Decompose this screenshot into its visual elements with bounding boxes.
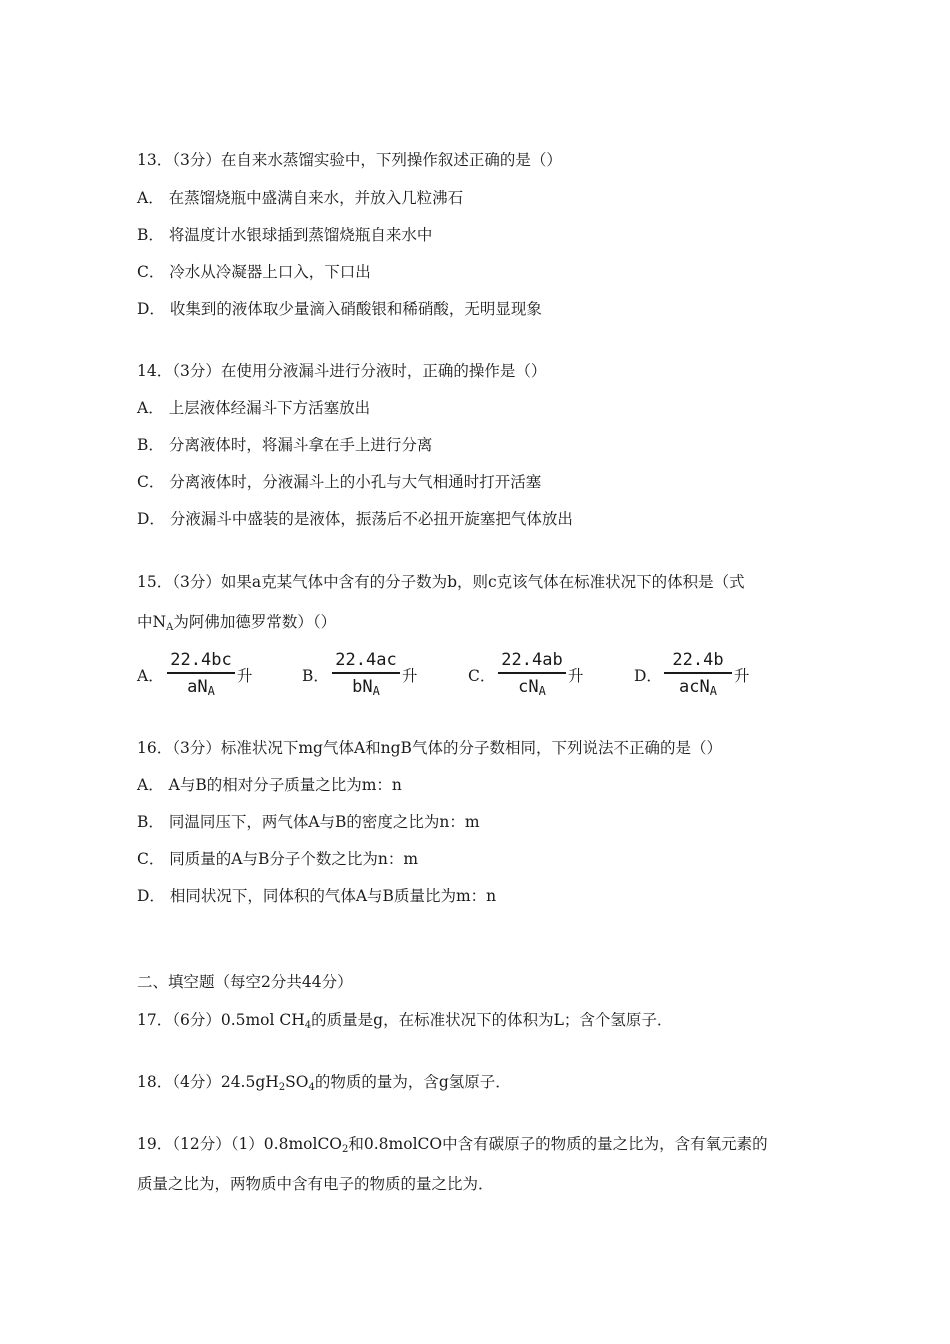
- q16-option-d: D． 相同状况下，同体积的气体A与B质量比为m：n: [137, 887, 497, 905]
- q15-choices: A． 22.4bc $aN_A$ 升 B． 22.4ac $bN_A$ 升 C． 22.4ab $cN_A$ 升 D． 22.4b acN$_A$ 升: [137, 650, 837, 700]
- fraction: 22.4ac $bN_A$: [330, 650, 402, 702]
- q14-stem: 14．（3分）在使用分液漏斗进行分液时，正确的操作是（）: [137, 362, 547, 380]
- q15-stem-line1: 15．（3分）如果a克某气体中含有的分子数为b，则c克该气体在标准状况下的体积是（式: [137, 573, 745, 591]
- q16-stem: 16．（3分）标准状况下mg气体A和ngB气体的分子数相同，下列说法不正确的是（）: [137, 739, 722, 757]
- fraction: 22.4bc $aN_A$: [165, 650, 237, 702]
- q16-option-a: A． A与B的相对分子质量之比为m：n: [137, 776, 402, 794]
- fraction: 22.4ab $cN_A$: [496, 650, 568, 702]
- q13-option-a: A． 在蒸馏烧瓶中盛满自来水，并放入几粒沸石: [137, 189, 464, 207]
- q14-option-d: D． 分液漏斗中盛装的是液体，振荡后不必扭开旋塞把气体放出: [137, 510, 573, 528]
- q16-option-b: B． 同温同压下，两气体A与B的密度之比为n：m: [137, 813, 480, 831]
- q17-text: 17．（6分）0.5mol $CH_4$的质量是g，在标准状况下的体积为L；含个氢原子．: [137, 1011, 673, 1031]
- q18-text: 18．（4分）$24.5gH_2SO_4$的物质的量为，含g氢原子．: [137, 1073, 511, 1093]
- q13-option-d: D． 收集到的液体取少量滴入硝酸银和稀硝酸，无明显现象: [137, 300, 542, 318]
- q19-line2: 质量之比为，两物质中含有电子的物质的量之比为．: [137, 1175, 494, 1193]
- q13-option-b: B． 将温度计水银球插到蒸馏烧瓶自来水中: [137, 226, 433, 244]
- q14-option-a: A． 上层液体经漏斗下方活塞放出: [137, 399, 371, 417]
- fraction: 22.4b acN$_A$: [662, 650, 734, 702]
- q16-option-c: C． 同质量的A与B分子个数之比为n：m: [137, 850, 419, 868]
- q14-option-c: C． 分离液体时，分液漏斗上的小孔与大气相通时打开活塞: [137, 473, 542, 491]
- q14-option-b: B． 分离液体时，将漏斗拿在手上进行分离: [137, 436, 433, 454]
- q15-stem-line2: 中$N_A$为阿佛加德罗常数）（）: [137, 613, 337, 633]
- q13-stem: 13．（3分）在自来水蒸馏实验中，下列操作叙述正确的是（）: [137, 151, 562, 169]
- q13-option-c: C． 冷水从冷凝器上口入，下口出: [137, 263, 371, 281]
- q19-line1: 19．（12分）（1）0.8molCO$_2$和0.8molCO中含有碳原子的物质的量之比为，含有氧元素的: [137, 1135, 768, 1155]
- section-heading: 二、填空题（每空2分共44分）: [137, 973, 353, 991]
